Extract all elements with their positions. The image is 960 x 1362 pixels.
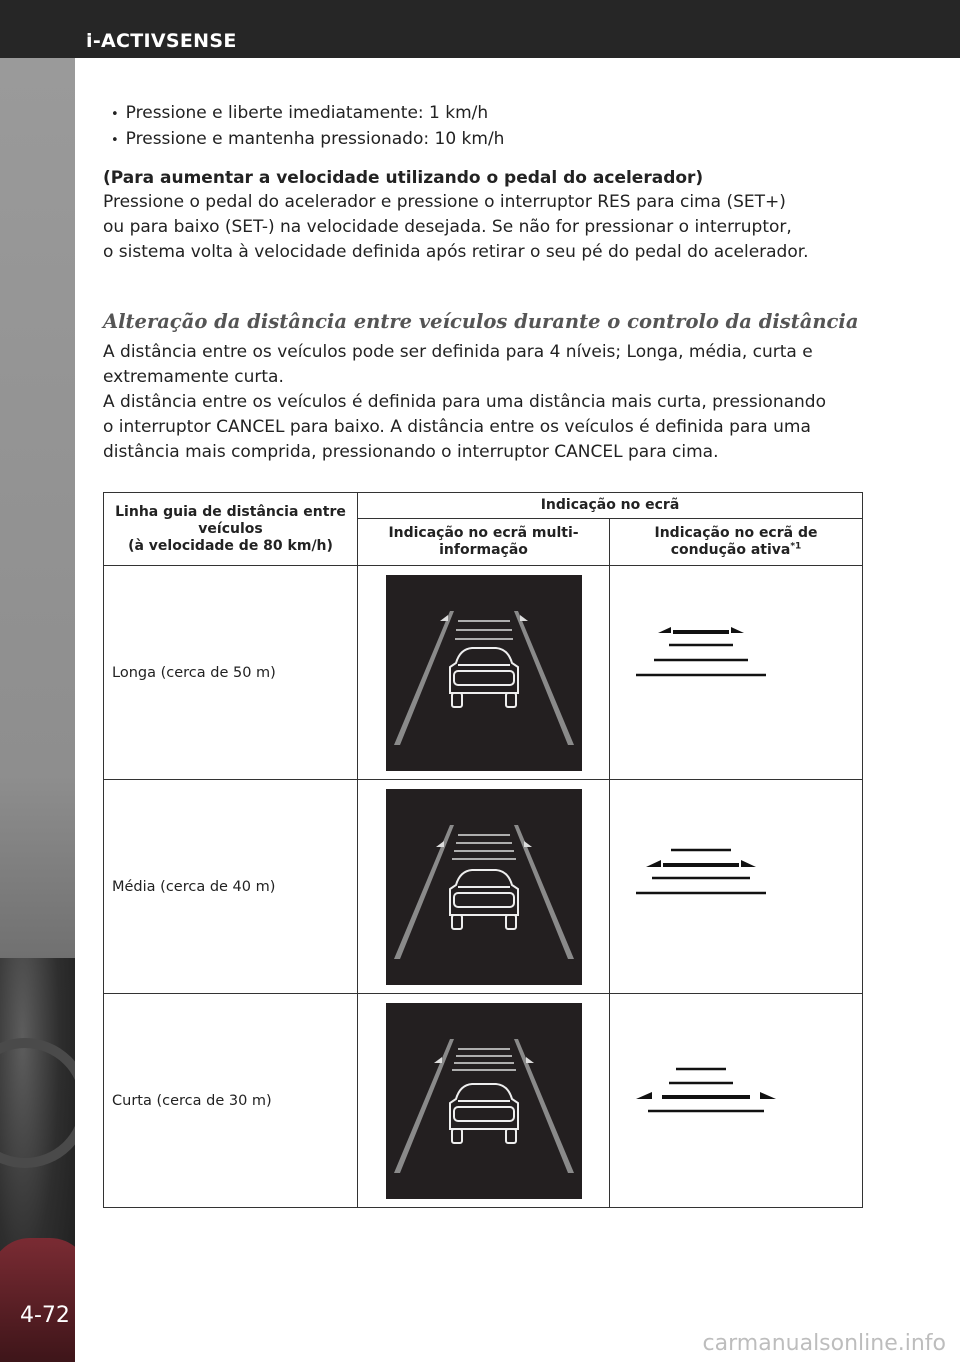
steering-wheel-graphic xyxy=(0,1038,75,1168)
active-driving-display-medium xyxy=(610,780,863,994)
multi-info-display-medium xyxy=(358,780,610,994)
watermark-text: carmanualsonline.info xyxy=(702,1331,946,1356)
section-title: Alteração da distância entre veículos durante o controlo da distância xyxy=(103,310,859,333)
table-row xyxy=(104,780,863,994)
section-line: o interruptor CANCEL para baixo. A distância entre os veículos é definida para uma xyxy=(103,417,811,437)
accelerator-heading: (Para aumentar a velocidade utilizando o pedal do acelerador) xyxy=(103,168,704,188)
active-driving-display-image xyxy=(636,613,836,733)
section-line: A distância entre os veículos pode ser definida para 4 níveis; Longa, média, curta e xyxy=(103,342,813,362)
section-line: distância mais comprida, pressionando o interruptor CANCEL para cima. xyxy=(103,442,719,462)
section-line: A distância entre os veículos é definida para uma distância mais curta, pressionando xyxy=(103,392,826,412)
bullet-item: • Pressione e liberte imediatamente: 1 km/h xyxy=(111,101,488,127)
multi-info-display-image xyxy=(386,575,582,771)
distance-label: Média (cerca de 40 m) xyxy=(104,780,358,994)
active-driving-display-image xyxy=(636,1041,836,1161)
col-header-distance xyxy=(104,493,358,566)
accelerator-line: o sistema volta à velocidade definida após retirar o seu pé do pedal do acelerador. xyxy=(103,242,809,262)
col-header-line: Linha guia de distância entre xyxy=(115,503,346,520)
table-row xyxy=(104,994,863,1208)
seat-graphic xyxy=(0,1238,75,1362)
multi-info-display-long xyxy=(358,566,610,780)
col-header-line: veículos xyxy=(198,520,263,537)
col-header-text: condução ativa xyxy=(670,542,791,559)
col-header-line: informação xyxy=(439,542,528,559)
distance-label: Longa (cerca de 50 m) xyxy=(104,566,358,780)
footnote-marker: *1 xyxy=(790,541,802,552)
distance-table xyxy=(103,492,863,1208)
active-driving-display-image xyxy=(636,827,836,947)
multi-info-display-image xyxy=(386,1003,582,1199)
chapter-title: i-ACTIVSENSE xyxy=(86,30,237,52)
page-number: 4-72 xyxy=(20,1303,70,1328)
header-bar xyxy=(0,0,960,58)
distance-label: Curta (cerca de 30 m) xyxy=(104,994,358,1208)
accelerator-line: Pressione o pedal do acelerador e pressione o interruptor RES para cima (SET+) xyxy=(103,192,786,212)
col-header-multi-info xyxy=(358,519,610,566)
section-line: extremamente curta. xyxy=(103,367,284,387)
accelerator-line: ou para baixo (SET-) na velocidade desejada. Se não for pressionar o interruptor, xyxy=(103,217,792,237)
bullet-item: • Pressione e mantenha pressionado: 10 km/h xyxy=(111,127,504,153)
table-row xyxy=(104,566,863,780)
multi-info-display-image xyxy=(386,789,582,985)
col-header-line: (à velocidade de 80 km/h) xyxy=(128,537,333,554)
multi-info-display-short xyxy=(358,994,610,1208)
active-driving-display-long xyxy=(610,566,863,780)
sidebar-photo-strip xyxy=(0,58,75,1362)
group-header-display: Indicação no ecrã xyxy=(358,493,863,519)
col-header-line xyxy=(610,542,862,559)
col-header-active-driving xyxy=(610,519,863,566)
active-driving-display-short xyxy=(610,994,863,1208)
col-header-line: Indicação no ecrã multi- xyxy=(388,525,579,542)
col-header-line: Indicação no ecrã de xyxy=(654,525,818,542)
